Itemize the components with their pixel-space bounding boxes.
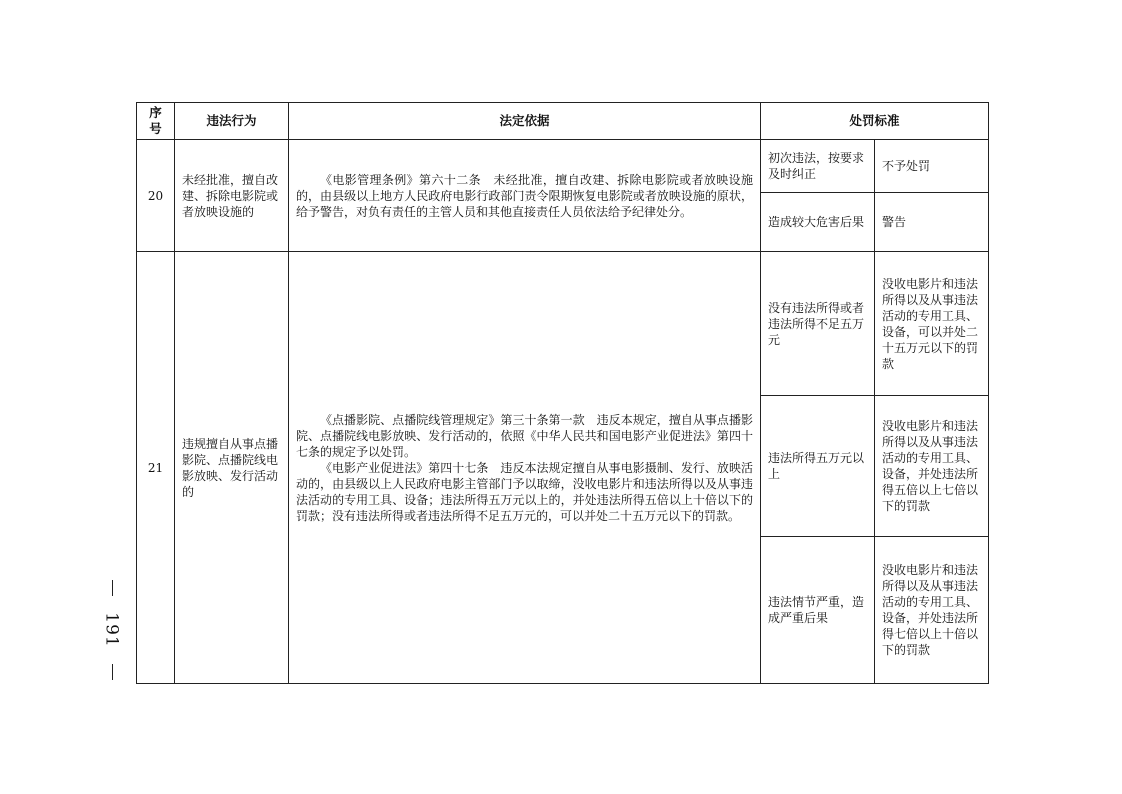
row-number: 21: [137, 252, 175, 684]
table-row: [137, 252, 989, 396]
penalty-condition: 违法所得五万元以上: [761, 396, 875, 537]
table-header-row: [137, 103, 989, 140]
penalty-standard: 警告: [875, 193, 989, 252]
violation-act: 违规擅自从事点播影院、点播院线电影放映、发行活动的: [175, 252, 289, 684]
penalty-condition: 没有违法所得或者违法所得不足五万元: [761, 252, 875, 396]
penalty-standard: 没收电影片和违法所得以及从事违法活动的专用工具、设备，并处违法所得七倍以上十倍以下的罚款: [875, 537, 989, 684]
legal-basis-paragraph: 《电影产业促进法》第四十七条 违反本法规定擅自从事电影摄制、发行、放映活动的，由县级以上人民政府电影主管部门予以取缔，没收电影片和违法所得以及从事违法活动的专用工具、设备；违法所得五万元以上的，并处违法所得五倍以上十倍以下的罚款；没有违法所得或者违法所得不足五万元的，可以并处二十五万元以下的罚款。: [296, 460, 753, 523]
row-number: 20: [137, 140, 175, 252]
penalty-condition: 初次违法，按要求及时纠正: [761, 140, 875, 193]
table-row: [137, 140, 989, 193]
legal-basis: [289, 140, 761, 252]
penalty-condition: 违法情节严重，造成严重后果: [761, 537, 875, 684]
penalty-standards-table: [136, 102, 989, 684]
page-number-dash: [112, 580, 113, 596]
penalty-standard: 没收电影片和违法所得以及从事违法活动的专用工具、设备，并处违法所得五倍以上七倍以下的罚款: [875, 396, 989, 537]
penalty-standard: 不予处罚: [875, 140, 989, 193]
page-number-dash: [112, 664, 113, 680]
header-num: 序号: [137, 103, 175, 140]
violation-act: 未经批准，擅自改建、拆除电影院或者放映设施的: [175, 140, 289, 252]
legal-basis-paragraph: 《电影管理条例》第六十二条 未经批准，擅自改建、拆除电影院或者放映设施的，由县级以上地方人民政府电影行政部门责令限期恢复电影院或者放映设施的原状，给予警告，对负有责任的主管人员和其他直接责任人员依法给予纪律处分。: [296, 172, 753, 219]
page-number: 191: [102, 612, 123, 648]
header-penalty: 处罚标准: [761, 103, 989, 140]
legal-basis-paragraph: 《点播影院、点播院线管理规定》第三十条第一款 违反本规定，擅自从事点播影院、点播院线电影放映、发行活动的，依照《中华人民共和国电影产业促进法》第四十七条的规定予以处罚。: [296, 412, 753, 459]
penalty-condition: 造成较大危害后果: [761, 193, 875, 252]
legal-basis: [289, 252, 761, 684]
penalty-standard: 没收电影片和违法所得以及从事违法活动的专用工具、设备，可以并处二十五万元以下的罚款: [875, 252, 989, 396]
page-number-block: [98, 580, 126, 680]
header-basis: 法定依据: [289, 103, 761, 140]
header-act: 违法行为: [175, 103, 289, 140]
